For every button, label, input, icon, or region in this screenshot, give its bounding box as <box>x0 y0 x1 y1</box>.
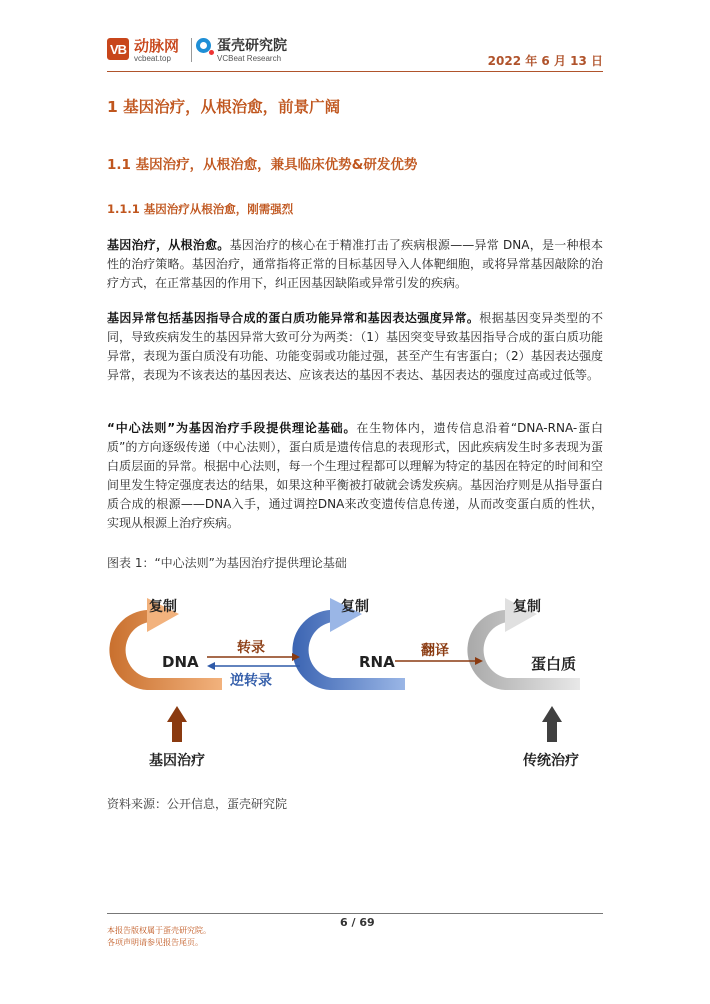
paragraph-body: 在生物体内，遗传信息沿着“DNA-RNA-蛋白质”的方向逐级传递（中心法则），蛋白质是遗传信息的表现形式，因此疾病发生时多表现为蛋白质层面的异常。根据中心法则，每一个生理过程都可以理解为特定的基因在特定的时间和空间里发生特定强度表达的结果，如果这种平衡被打破就会诱发疾病。基因治疗则是从指导蛋白质合成的根源——DNA入手，通过调控DNA来改变遗传信息传递，从而改变蛋白质的性状，实现从根源上治疗疾病。 <box>107 421 603 530</box>
header-divider <box>107 71 603 72</box>
gene-therapy-arrow <box>167 706 187 742</box>
vcbeat-research-logo-sub: VCBeat Research <box>217 54 282 63</box>
vcbeat-logo-url: vcbeat.top <box>134 54 171 63</box>
traditional-therapy-label: 传统治疗 <box>523 753 579 769</box>
copyright-note: 本报告版权属于蛋壳研究院。 <box>107 926 211 935</box>
gene-therapy-label: 基因治疗 <box>149 753 205 769</box>
transcription-label: 转录 <box>237 640 265 656</box>
translation-label: 翻译 <box>421 643 449 659</box>
dna-label: DNA <box>162 653 199 671</box>
paragraph-gene-abnormality <box>107 309 603 385</box>
paragraph-body: 基因治疗的核心在于精准打击了疾病根源——异常 DNA，是一种根本性的治疗策略。基因治疗，通常指将正常的目标基因导入人体靶细胞，或将异常基因敲除的治疗方式，在正常基因的作用下，纠正因基因缺陷或异常引发的疾病。 <box>107 238 603 290</box>
section-heading-1-1-1: 1.1.1 基因治疗从根治愈，刚需强烈 <box>107 202 294 216</box>
reverse-transcription-label: 逆转录 <box>230 673 272 689</box>
central-dogma-figure <box>107 590 607 780</box>
footer-divider <box>107 913 603 914</box>
reverse-transcription-arrow <box>207 662 300 670</box>
figure-caption: 图表 1：“中心法则”为基因治疗提供理论基础 <box>107 556 347 570</box>
rna-label: RNA <box>359 653 395 671</box>
vcbeat-research-logo-dot <box>209 50 214 55</box>
paragraph-lead: 基因治疗，从根治愈。 <box>107 238 230 252</box>
logo-divider <box>191 38 192 62</box>
vcbeat-logo-name: 动脉网 <box>134 37 180 55</box>
paragraph-gene-therapy <box>107 236 603 293</box>
section-heading-1-1: 1.1 基因治疗，从根治愈，兼具临床优势&研发优势 <box>107 157 418 173</box>
paragraph-lead: 基因异常包括基因指导合成的蛋白质功能异常和基因表达强度异常。 <box>107 311 480 325</box>
disclaimer-note: 各项声明请参见报告尾页。 <box>107 938 203 947</box>
page-number: 6 / 69 <box>340 916 375 929</box>
report-date: 2022 年 6 月 13 日 <box>487 54 603 68</box>
paragraph-body: 根据基因变异类型的不同，导致疾病发生的基因异常大致可分为两类：（1）基因突变导致基因指导合成的蛋白质功能异常，表现为蛋白质没有功能、功能变弱或功能过强，甚至产生有害蛋白；（2）基因表达强度异常，表现为不该表达的基因表达、应该表达的基因不表达、基因表达的强度过高或过低等。 <box>107 311 603 382</box>
dna-replicate-label: 复制 <box>149 599 177 615</box>
paragraph-lead: “中心法则”为基因治疗手段提供理论基础。 <box>107 421 357 435</box>
protein-label: 蛋白质 <box>531 655 577 673</box>
rna-replicate-label: 复制 <box>341 599 369 615</box>
traditional-therapy-arrow <box>542 706 562 742</box>
vcbeat-research-logo-name: 蛋壳研究院 <box>217 38 287 54</box>
vcbeat-logo-mark: VB <box>107 38 129 60</box>
figure-source: 资料来源：公开信息，蛋壳研究院 <box>107 797 288 811</box>
protein-replicate-label: 复制 <box>513 599 541 615</box>
paragraph-central-dogma <box>107 419 603 533</box>
section-heading-1: 1 基因治疗，从根治愈，前景广阔 <box>107 98 341 116</box>
